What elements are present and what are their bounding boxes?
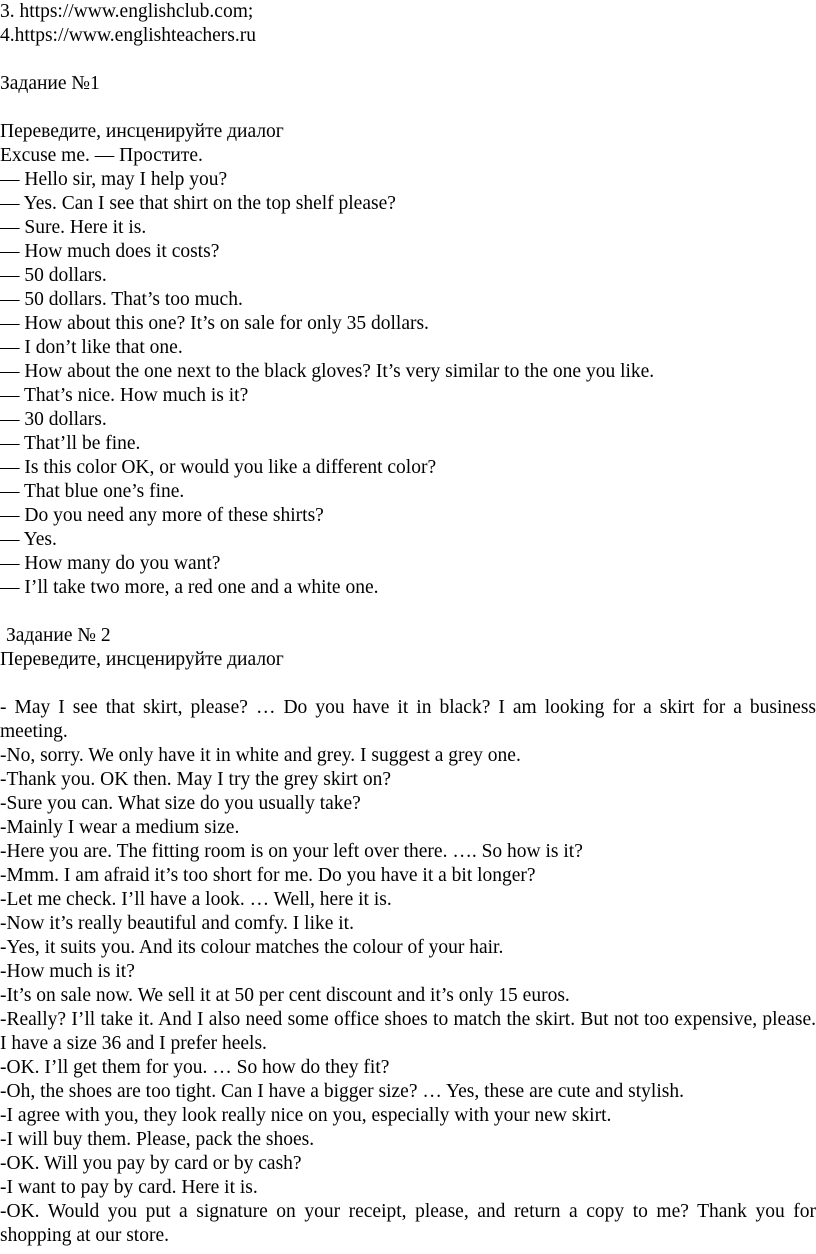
dialog1-line: — How about the one next to the black gloves? It’s very similar to the one you like. — [0, 361, 655, 382]
dialog2-line: -Really? I’ll take it. And I also need some office shoes to match the skirt. But not too expensive, please. I have a size 36 and I prefer heels. — [0, 1009, 816, 1054]
dialog2-line: -Let me check. I’ll have a look. … Well, here it is. — [0, 889, 392, 910]
dialog1-line: — Do you need any more of these shirts? — [0, 505, 324, 526]
dialog1-line: — 50 dollars. That’s too much. — [0, 289, 243, 310]
dialog2-line: -Oh, the shoes are too tight. Can I have a bigger size? … Yes, these are cute and stylish. — [0, 1081, 684, 1102]
source-link-3: 3. https://www.englishclub.com; — [0, 1, 254, 22]
dialog1-line: — 50 dollars. — [0, 265, 107, 286]
dialog2-line: -Mmm. I am afraid it’s too short for me. Do you have it a bit longer? — [0, 865, 536, 886]
dialog2-line: -I will buy them. Please, pack the shoes. — [0, 1129, 315, 1150]
dialog2-line: -I agree with you, they look really nice on you, especially with your new skirt. — [0, 1105, 612, 1126]
dialog1-line: — Hello sir, may I help you? — [0, 169, 228, 190]
dialog1-line: — 30 dollars. — [0, 409, 107, 430]
dialog1-line: — How many do you want? — [0, 553, 221, 574]
dialog2-line: -I want to pay by card. Here it is. — [0, 1177, 258, 1198]
dialog1-line: — Sure. Here it is. — [0, 217, 147, 238]
dialog1-line: — That’ll be fine. — [0, 433, 141, 454]
dialog1-line: — That blue one’s fine. — [0, 481, 185, 502]
source-link-4: 4.https://www.englishteachers.ru — [0, 25, 256, 46]
dialog2-line: - May I see that skirt, please? … Do you have it in black? I am looking for a skirt for a business meeting. — [0, 697, 816, 742]
dialog1-line: — Yes. Can I see that shirt on the top shelf please? — [0, 193, 396, 214]
dialog2-line: -How much is it? — [0, 961, 135, 982]
task2-heading: Задание № 2 — [6, 625, 111, 646]
dialog2-line: -Thank you. OK then. May I try the grey skirt on? — [0, 769, 391, 790]
dialog1-line: — How about this one? It’s on sale for only 35 dollars. — [0, 313, 429, 334]
dialog1-line: — I’ll take two more, a red one and a white one. — [0, 577, 379, 598]
dialog1-line: — I don’t like that one. — [0, 337, 183, 358]
dialog1-line: — How much does it costs? — [0, 241, 220, 262]
dialog1-line: — Is this color OK, or would you like a different color? — [0, 457, 437, 478]
task1-heading: Задание №1 — [0, 73, 100, 94]
dialog2-line: -OK. I’ll get them for you. … So how do they fit? — [0, 1057, 390, 1078]
dialog2-line: -No, sorry. We only have it in white and grey. I suggest a grey one. — [0, 745, 521, 766]
dialog1-line: — That’s nice. How much is it? — [0, 385, 249, 406]
dialog2-line: -Yes, it suits you. And its colour matches the colour of your hair. — [0, 937, 504, 958]
task2-instruction: Переведите, инсценируйте диалог — [0, 649, 284, 670]
dialog2-line: -OK. Would you put a signature on your receipt, please, and return a copy to me? Thank you for shopping at our store. — [0, 1201, 816, 1246]
dialog1-line: Excuse me. — Простите. — [0, 145, 203, 166]
dialog2-line: -Mainly I wear a medium size. — [0, 817, 240, 838]
dialog2-line: -Now it’s really beautiful and comfy. I like it. — [0, 913, 354, 934]
task1-instruction: Переведите, инсценируйте диалог — [0, 121, 284, 142]
dialog2-line: -Sure you can. What size do you usually take? — [0, 793, 361, 814]
dialog2-line: -Here you are. The fitting room is on your left over there. …. So how is it? — [0, 841, 583, 862]
dialog1-line: — Yes. — [0, 529, 57, 550]
dialog2-line: -It’s on sale now. We sell it at 50 per cent discount and it’s only 15 euros. — [0, 985, 570, 1006]
dialog2-line: -OK. Will you pay by card or by cash? — [0, 1153, 302, 1174]
